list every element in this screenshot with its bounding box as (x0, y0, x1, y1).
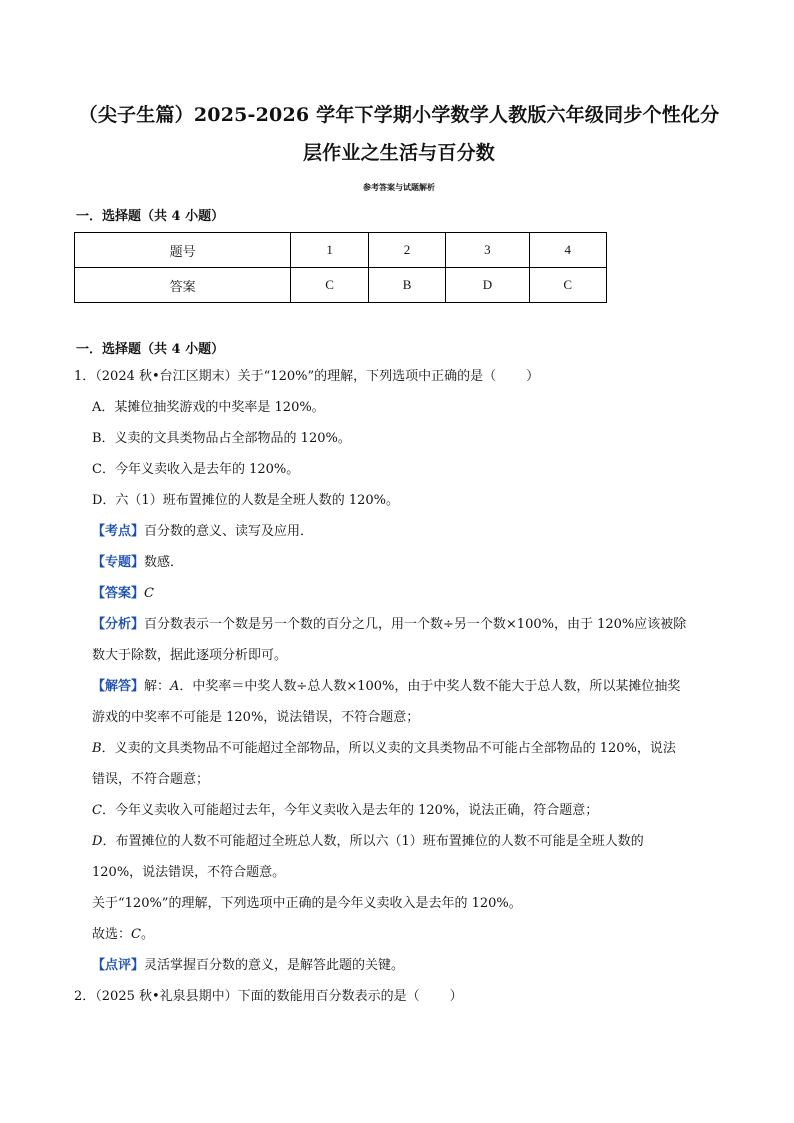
zhuanti-tag: 【专题】 (92, 555, 145, 570)
summary-section-heading: 一．选择题（共 4 小题） (76, 209, 225, 224)
title-line-2: 层作业之生活与百分数 (302, 142, 495, 164)
answer-table (74, 232, 607, 303)
jieda-c-line: C．今年义卖收入可能超过去年，今年义卖收入是去年的 120%，说法正确，符合题意； (92, 803, 599, 818)
question-1-stem: 1．（2024 秋•台江区期末）关于“120%”的理解，下列选项中正确的是（ ） (74, 369, 540, 384)
option-b: B．义卖的文具类物品占全部物品的 120%。 (92, 431, 351, 446)
dianping-tag: 【点评】 (92, 958, 145, 973)
jieda-b-line-1: B．义卖的文具类物品不可能超过全部物品，所以义卖的文具类物品不可能占全部物品的 120%，说法 (92, 741, 676, 756)
document-subtitle: 参考答案与试题解析 (363, 182, 435, 192)
guxuan-line: 故选：C。 (92, 927, 154, 942)
jieda-a-line-1: 【解答】解：A．中奖率＝中奖人数÷总人数×100%，由于中奖人数不能大于总人数，所以某摊位抽奖 (92, 679, 681, 694)
table-cell-answer: C (291, 268, 368, 303)
kaodian-tag: 【考点】 (92, 524, 145, 539)
question-2 (74, 981, 724, 1012)
table-cell-answer: B (368, 268, 445, 303)
kaodian-text: 百分数的意义、读写及应用． (144, 524, 314, 539)
kaodian-line (74, 516, 724, 547)
fenxi-line-2: 数大于除数，据此逐项分析即可。 (92, 648, 288, 663)
option-d: D．六（1）班布置摊位的人数是全班人数的 120%。 (92, 493, 399, 508)
table-cell-number: 1 (291, 233, 368, 268)
option-c: C．今年义卖收入是去年的 120%。 (92, 462, 300, 477)
answer-table-answer-row (75, 268, 607, 303)
question-2-stem: 2．（2025 秋•礼泉县期中）下面的数能用百分数表示的是（ ） (74, 989, 463, 1004)
zhuanti-text: 数感． (144, 555, 184, 570)
jieda-tag: 【解答】 (92, 679, 145, 694)
zhuanti-line (74, 547, 724, 578)
option-a: A．某摊位抽奖游戏的中奖率是 120%。 (92, 400, 325, 415)
question-1 (74, 361, 724, 981)
daan-text: C (144, 586, 154, 601)
jieda-b-line-2: 错误，不符合题意； (92, 772, 210, 787)
dianping-line: 【点评】灵活掌握百分数的意义，是解答此题的关键。 (92, 958, 405, 973)
table-cell-answer: C (529, 268, 607, 303)
fenxi-tag: 【分析】 (92, 617, 145, 632)
table-cell-number: 3 (446, 233, 529, 268)
daan-line (74, 578, 724, 609)
table-cell-answer: D (446, 268, 529, 303)
jieda-a-line-2: 游戏的中奖率不可能是 120%，说法错误，不符合题意； (92, 710, 420, 725)
answer-table-number-row (75, 233, 607, 268)
jieda-d-line-2: 120%，说法错误，不符合题意。 (92, 865, 286, 880)
fenxi-line-1: 【分析】百分数表示一个数是另一个数的百分之几，用一个数÷另一个数×100%，由于 120%应该被除 (92, 617, 687, 632)
detail-section-heading: 一．选择题（共 4 小题） (76, 342, 225, 357)
table-cell-number: 2 (368, 233, 445, 268)
table-answer-label: 答案 (75, 268, 291, 303)
document-title (74, 96, 724, 172)
title-line-1: （尖子生篇）2025-2026 学年下学期小学数学人教版六年级同步个性化分 (78, 104, 720, 126)
daan-tag: 【答案】 (92, 586, 145, 601)
table-cell-number: 4 (529, 233, 607, 268)
summary-line: 关于“120%”的理解，下列选项中正确的是今年义卖收入是去年的 120%。 (92, 896, 522, 911)
jieda-d-line-1: D．布置摊位的人数不可能超过全班总人数，所以六（1）班布置摊位的人数不可能是全班人数的 (92, 834, 644, 849)
table-header-label: 题号 (75, 233, 291, 268)
